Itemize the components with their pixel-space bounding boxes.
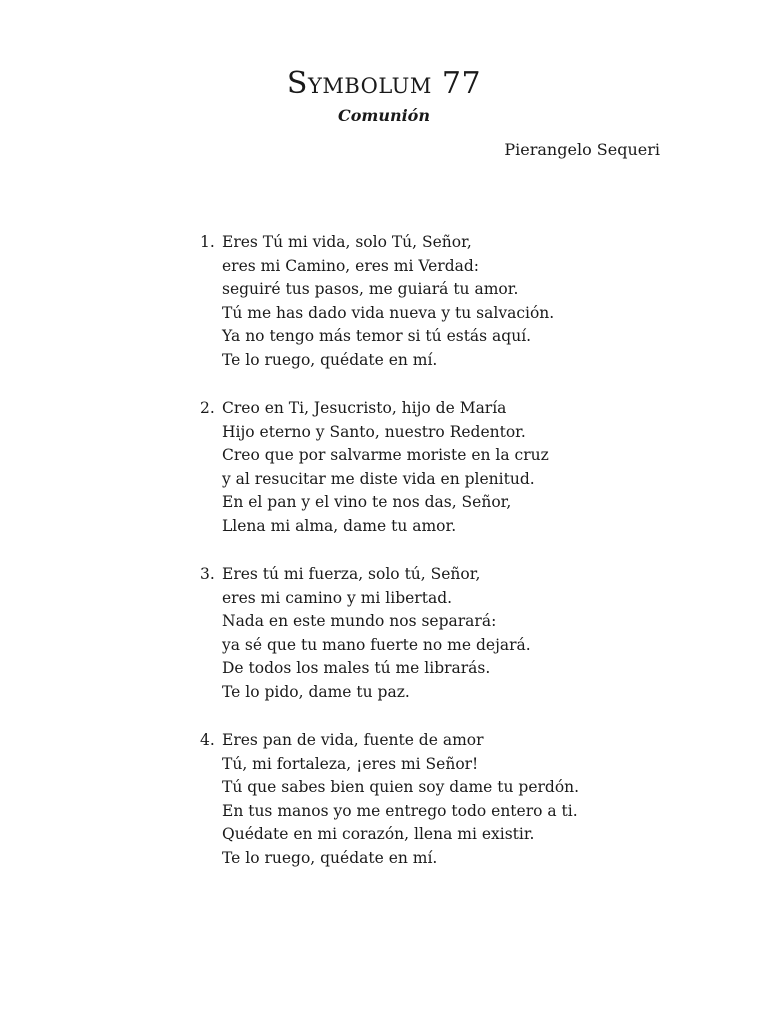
lyric-line: En tus manos yo me entrego todo entero a ti. [222,801,578,820]
stanza-number: 4. [200,731,215,749]
lyric-line: eres mi Camino, eres mi Verdad: [222,256,480,275]
lyric-line: eres mi camino y mi libertad. [222,588,453,607]
lyric-line: Llena mi alma, dame tu amor. [222,516,457,535]
lyric-line: Quédate en mi corazón, llena mi existir. [222,825,535,843]
stanza-number: 1. [200,233,215,251]
lyric-line: Ya no tengo más temor si tú estás aquí. [222,327,532,345]
stanza-2 [200,397,680,538]
lyric-line: Creo en Ti, Jesucristo, hijo de María [222,399,507,417]
lyric-line: Te lo pido, dame tu paz. [222,682,410,701]
lyric-line: Eres Tú mi vida, solo Tú, Señor, [222,233,472,251]
lyric-line: Te lo ruego, quédate en mí. [222,848,438,867]
lyric-line: Eres pan de vida, fuente de amor [222,731,484,749]
lyric-line: En el pan y el vino te nos das, Señor, [222,493,512,511]
lyric-line: Tú que sabes bien quien soy dame tu perdón. [222,778,580,796]
lyric-line: ya sé que tu mano fuerte no me dejará. [222,635,531,654]
author-name: Pierangelo Sequeri [504,140,660,159]
lyric-line: De todos los males tú me librarás. [222,659,491,677]
stanza-number: 3. [200,565,215,583]
lyric-line: Te lo ruego, quédate en mí. [222,350,438,369]
lyric-line: Hijo eterno y Santo, nuestro Redentor. [222,422,526,441]
stanza-3 [200,563,680,704]
lyric-line: Tú, mi fortaleza, ¡eres mi Señor! [222,754,479,773]
lyric-line: Eres tú mi fuerza, solo tú, Señor, [222,565,481,583]
stanza-4 [200,729,680,870]
lyric-line: Tú me has dado vida nueva y tu salvación. [222,303,555,322]
song-subtitle: Comunión [338,106,430,125]
lyric-line: seguiré tus pasos, me guiará tu amor. [222,280,519,298]
stanza-1 [200,231,680,372]
lyric-line: Creo que por salvarme moriste en la cruz [222,446,549,464]
lyric-line: y al resucitar me diste vida en plenitud. [222,469,535,488]
song-title: Symbolum 77 [286,66,482,101]
lyric-line: Nada en este mundo nos separará: [222,612,497,630]
stanza-number: 2. [200,399,215,417]
lyrics-body [200,231,680,895]
